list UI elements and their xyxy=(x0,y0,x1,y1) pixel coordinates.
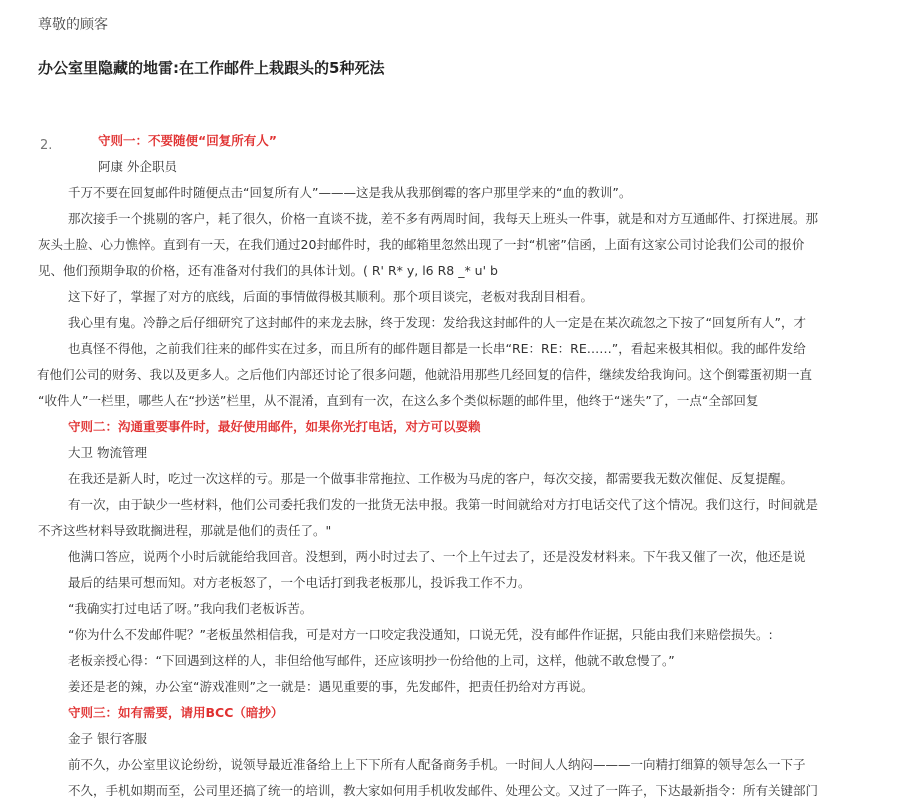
list-number: 2. xyxy=(40,138,53,153)
paragraph-line: “我确实打过电话了呀。”我向我们老板诉苦。 xyxy=(68,601,313,616)
greeting: 尊敬的顾客 xyxy=(38,17,108,33)
rule-heading: 守则三：如有需要，请用BCC（暗抄） xyxy=(68,705,284,720)
paragraph-line: 那次接手一个挑剔的客户，耗了很久，价格一直谈不拢，差不多有两周时间，我每天上班头一件事，就是和对方互通邮件、打探进展。那 xyxy=(68,211,819,226)
paragraph-line: 见、他们预期争取的价格，还有准备对付我们的具体计划。( R' R* y, l6 R8 _* u' b xyxy=(38,263,498,278)
rule-heading: 守则一：不要随便“回复所有人” xyxy=(98,133,277,148)
paragraph-line: 最后的结果可想而知。对方老板怒了，一个电话打到我老板那儿，投诉我工作不力。 xyxy=(68,575,531,590)
paragraph-line: 也真怪不得他，之前我们往来的邮件实在过多，而且所有的邮件题目都是一长串“RE：RE：RE……”，看起来极其相似。我的邮件发给 xyxy=(68,341,806,356)
paragraph-line: 这下好了，掌握了对方的底线，后面的事情做得极其顺利。那个项目谈完，老板对我刮目相看。 xyxy=(68,289,594,304)
article-body xyxy=(0,128,900,800)
paragraph-line: 前不久，办公室里议论纷纷，说领导最近准备给上上下下所有人配备商务手机。一时间人人纳闷———一向精打细算的领导怎么一下子 xyxy=(68,757,806,772)
paragraph-line: “你为什么不发邮件呢？”老板虽然相信我，可是对方一口咬定我没通知，口说无凭，没有邮件作证据，只能由我们来赔偿损失。: xyxy=(68,627,773,642)
rule-heading: 守则二：沟通重要事件时，最好使用邮件，如果你光打电话，对方可以耍赖 xyxy=(68,419,481,434)
paragraph-line: 阿康 外企职员 xyxy=(98,159,177,174)
paragraph-line: 不久，手机如期而至，公司里还搞了统一的培训，教大家如何用手机收发邮件、处理公文。又过了一阵子，下达最新指令：所有关键部门 xyxy=(68,783,819,798)
paragraph-line: 灰头土脸、心力憔悴。直到有一天，在我们通过20封邮件时，我的邮箱里忽然出现了一封“机密”信函，上面有这家公司讨论我们公司的报价 xyxy=(38,237,805,252)
paragraph-line: 我心里有鬼。冷静之后仔细研究了这封邮件的来龙去脉，终于发现：发给我这封邮件的人一定是在某次疏忽之下按了“回复所有人”，才 xyxy=(68,315,806,330)
paragraph-line: 他满口答应，说两个小时后就能给我回音。没想到，两小时过去了、一个上午过去了，还是没发材料来。下午我又催了一次，他还是说 xyxy=(68,549,806,564)
paragraph-line: 有他们公司的财务、我以及更多人。之后他们内部还讨论了很多问题，他就沿用那些几经回复的信件，继续发给我询问。这个倒霉蛋初期一直 xyxy=(37,367,813,382)
paragraph-line: 大卫 物流管理 xyxy=(68,445,147,460)
paragraph-line: 在我还是新人时，吃过一次这样的亏。那是一个做事非常拖拉、工作极为马虎的客户，每次交接，都需要我无数次催促、反复提醒。 xyxy=(68,471,794,486)
paragraph-line: “收件人”一栏里，哪些人在“抄送”栏里，从不混淆，直到有一次，在这么多个类似标题的邮件里，他终于“迷失”了，一点“全部回复 xyxy=(38,393,759,408)
article-title: 办公室里隐藏的地雷:在工作邮件上栽跟头的5种死法 xyxy=(38,59,385,77)
paragraph-line: 千万不要在回复邮件时随便点击“回复所有人”———这是我从我那倒霉的客户那里学来的“血的教训”。 xyxy=(68,185,632,200)
paragraph-line: 不齐这些材料导致耽搁进程，那就是他们的责任了。" xyxy=(38,523,332,538)
paragraph-line: 姜还是老的辣，办公室“游戏准则”之一就是：遇见重要的事，先发邮件，把责任扔给对方再说。 xyxy=(68,679,594,694)
paragraph-line: 有一次，由于缺少一些材料，他们公司委托我们发的一批货无法申报。我第一时间就给对方打电话交代了这个情况。我们这行，时间就是 xyxy=(68,497,819,512)
paragraph-line: 老板亲授心得：“下回遇到这样的人，非但给他写邮件，还应该明抄一份给他的上司，这样，他就不敢怠慢了。” xyxy=(68,653,675,668)
paragraph-line: 金子 银行客服 xyxy=(68,731,147,746)
